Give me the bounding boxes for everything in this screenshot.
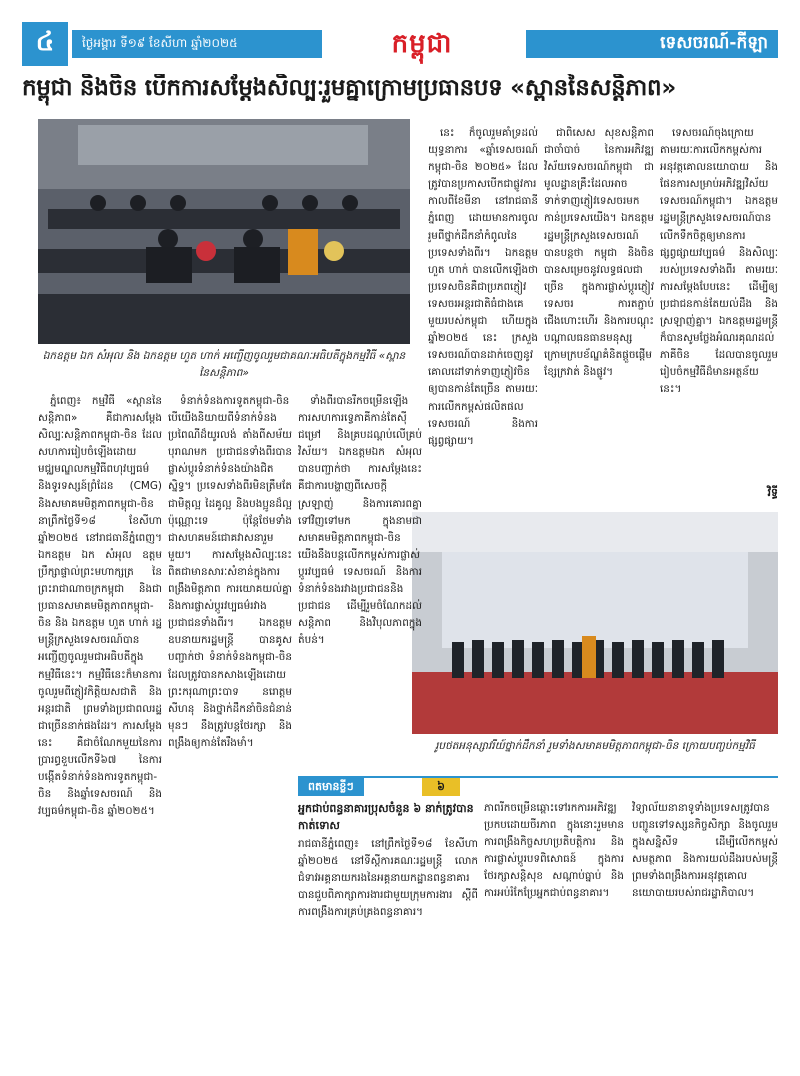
photo1-caption: ឯកឧត្តម ឯក សំអុល និង ឯកឧត្តម ហួត ហាក់ អញ្ជើញចូលរួមជាគណៈអធិបតីក្នុងកម្មវិធី «ស្ពាននៃសន្តិភាព» <box>42 350 406 379</box>
article-headline: កម្ពុជា និងចិន បើកការសម្តែងសិល្បៈរួមគ្នាក្រោមប្រធានបទ «ស្ពាននៃសន្តិភាព» <box>22 75 676 101</box>
article-column-5: ជាពិសេស សុខសន្តិភាព ជាចាំបាច់ នៃការអភិវឌ្ឍវិស័យទេសចរណ៍កម្ពុជា ជាមូលដ្ឋានគ្រឹះដែលអាចទាក់ទាញភ្ញៀវទេសចរមកកាន់ប្រទេសយើង។ ឯកឧត្តមរដ្ឋមន្ត្រីក្រសួងទេសចរណ៍ បានបន្តថា កម្ពុជា និងចិន បានសម្រេចនូវលទ្ធផលជាច្រើន ក្នុងការផ្លាស់ប្តូរភ្ញៀវទេសចរ ការតភ្ជាប់ជើងហោះហើរ និងការបណ្តុះបណ្តាលធនធានមនុស្ស ក្រោមក្របខ័ណ្ឌគំនិតផ្តួចផ្តើមខ្សែក្រវាត់ និងផ្លូវ។ <box>544 127 654 379</box>
photo2-caption: រូបថតអនុស្សាវរីយ៍ថ្នាក់ដឹកនាំ រួមទាំងសមាគមមិត្តភាពកម្ពុជា-ចិន ក្រោយបញ្ចប់កម្មវិធី <box>435 740 755 752</box>
news-column-2: ភាពរីកចម្រើនឆ្ពោះទៅរកការអភិវឌ្ឍប្រកបដោយចីរភាព ក្នុងនោះរួមមានការពង្រឹងកិច្ចសហប្រតិបត្តិការ និងការផ្លាស់ប្តូរបទពិសោធន៍ ក្នុងការថែរក្សាសន្តិសុខ សណ្តាប់ធ្នាប់ និងការអប់រំកែប្រែអ្នកជាប់ពន្ធនាគារ។ <box>484 802 624 900</box>
section-title: ទេសចរណ៍-កីឡា <box>526 30 778 58</box>
news-title: អ្នកជាប់ពន្ធនាគារប្រុសចំនួន ៦ នាក់ត្រូវបានកាត់ទោស <box>298 802 474 832</box>
article-column-3: ទាំងពីរបានរីកចម្រើនឡើង ការសហការទ្វេភាគីកាន់តែស៊ីជម្រៅ និងគ្របដណ្តប់លើគ្រប់វិស័យ។ ឯកឧត្តមឯក សំអុល បានបញ្ជាក់ថា ការសម្តែងនេះ គឺជាការបង្ហាញពីសេចក្តីស្រឡាញ់ និងការគោរពគ្នាទៅវិញទៅមក ក្នុងនាមជាសមាគមមិត្តភាពកម្ពុជា-ចិន យើងនឹងបន្តលើកកម្ពស់ការផ្លាស់ប្តូរវប្បធម៌ ទេសចរណ៍ និងការទំនាក់ទំនងរវាងប្រជាជននិងប្រជាជន ដើម្បីរួមចំណែកដល់សន្តិភាព និងវិបុលភាពក្នុងតំបន់។ <box>298 395 422 647</box>
news-tag: ពតមានខ្លីៗ <box>298 778 364 796</box>
news-column-1: រាជធានីភ្នំពេញ៖ នៅព្រឹកថ្ងៃទី១៨ ខែសីហា ឆ្នាំ២០២៥ នៅទីស្តីការគណៈរដ្ឋមន្ត្រី លោកជំទាវអគ្គនាយករងនៃអគ្គនាយកដ្ឋានពន្ធនាគារបានជួបពិភាក្សាការងារជាមួយក្រុមការងារ ស្តីពីការពង្រឹងការគ្រប់គ្រងពន្ធនាគារ។ <box>298 838 478 919</box>
article-column-6: ទេសចរណ៍ចុងក្រោយតាមរយៈការលើកកម្ពស់ការអនុវត្តគោលនយោបាយ និងផែនការសម្រាប់អភិវឌ្ឍវិស័យទេសចរណ៍កម្ពុជា។ ឯកឧត្តមរដ្ឋមន្ត្រីក្រសួងទេសចរណ៍បានលើកទឹកចិត្តឲ្យមានការផ្សព្វផ្សាយវប្បធម៌ និងសិល្បៈរបស់ប្រទេសទាំងពីរ តាមរយៈការសម្តែងបែបនេះ ដើម្បីឲ្យប្រជាជនកាន់តែយល់ដឹង និងស្រឡាញ់គ្នា។ ឯកឧត្តមរដ្ឋមន្ត្រីក៏បានសូមថ្លែងអំណរគុណដល់ភាគីចិន ដែលបានចូលរួមរៀបចំកម្មវិធីដ៏មានអត្ថន័យនេះ។ <box>660 127 778 396</box>
author-byline: វិទ្ធី <box>767 486 778 499</box>
page-number: ៤ <box>22 22 68 66</box>
article-column-1: ភ្នំពេញ៖ កម្មវិធី «ស្ពាននៃសន្តិភាព» គឺជាការសម្តែងសិល្បៈសន្តិភាពកម្ពុជា-ចិន ដែលសហការរៀបចំឡើងដោយមជ្ឈមណ្ឌលកម្មវិធីពហុវប្បធម៌ និងទូរទស្សន៍ព្រំដែន (CMG) និងសមាគមមិត្តភាពកម្ពុជា-ចិន នាព្រឹកថ្ងៃទី១៨ ខែសីហា ឆ្នាំ២០២៥ នៅរាជធានីភ្នំពេញ។ ឯកឧត្តម ឯក សំអុល ឧត្តមប្រឹក្សាផ្ទាល់ព្រះមហាក្សត្រ នៃព្រះរាជាណាចក្រកម្ពុជា និងជាប្រធានសមាគមមិត្តភាពកម្ពុជា-ចិន និង ឯកឧត្តម ហួត ហាក់ រដ្ឋមន្ត្រីក្រសួងទេសចរណ៍បានអញ្ជើញចូលរួមជាអធិបតីក្នុងកម្មវិធីនេះ។ កម្មវិធីនេះក៏មានការចូលរួមពីភ្ញៀវកិត្តិយសជាតិ និងអន្តរជាតិ ព្រមទាំងប្រជាពលរដ្ឋជាច្រើននាក់ផងដែរ។ ការសម្តែងនេះ គឺជាចំណែកមួយនៃការប្រារព្ធខួបលើកទី៦៧ នៃការបង្កើតទំនាក់ទំនងការទូតកម្ពុជា-ចិន និងឆ្នាំទេសចរណ៍ និងវប្បធម៌កម្ពុជា-ចិន ឆ្នាំ២០២៥។ <box>38 395 162 818</box>
ceremony-photo <box>38 119 410 344</box>
news-column-3: វិទ្យាល័យនានាទូទាំងប្រទេសត្រូវបានបញ្ជូនទៅទស្សនកិច្ចសិក្សា និងចូលរួមក្នុងសន្និសីទ ដើម្បីលើកកម្ពស់សមត្ថភាព និងការយល់ដឹងរបស់មន្ត្រី ព្រមទាំងពង្រឹងការអនុវត្តគោលនយោបាយរបស់រាជរដ្ឋាភិបាល។ <box>632 802 778 900</box>
article-column-2: ទំនាក់ទំនងការទូតកម្ពុជា-ចិន បើយើងនិយាយពីទំនាក់ទំនងប្រពៃណីដ៏យូរលង់ តាំងពីសម័យបុរាណមក ប្រជាជនទាំងពីរបានផ្លាស់ប្តូរទំនាក់ទំនងយ៉ាងជិតស្និទ្ធ។ ប្រទេសទាំងពីរមិនត្រឹមតែជាមិត្តល្អ ដៃគូល្អ និងបងប្អូនដ៏ល្អប៉ុណ្ណោះទេ ប៉ុន្តែថែមទាំងជាសហគមន៍ជោគវាសនារួមមួយ។ ការសម្តែងសិល្បៈនេះ ពិតជាមានសារៈសំខាន់ក្នុងការពង្រឹងមិត្តភាព ការយោគយល់គ្នា និងការផ្លាស់ប្តូរវប្បធម៌រវាងប្រជាជនទាំងពីរ។ ឯកឧត្តមឧបនាយករដ្ឋមន្ត្រី បានគូសបញ្ជាក់ថា ទំនាក់ទំនងកម្ពុជា-ចិន ដែលត្រូវបានកសាងឡើងដោយព្រះករុណាព្រះបាទ នរោត្តម សីហនុ និងថ្នាក់ដឹកនាំចិនជំនាន់មុនៗ នឹងត្រូវបន្តថែរក្សា និងពង្រឹងឲ្យកាន់តែរឹងមាំ។ <box>168 395 292 749</box>
page-header <box>22 22 778 66</box>
newspaper-masthead: កម្ពុជា <box>391 29 453 59</box>
short-news-box <box>298 776 778 1066</box>
group-photo <box>412 512 778 734</box>
issue-date: ថ្ងៃអង្គារ ទី១៩ ខែសីហា ឆ្នាំ២០២៥ <box>72 30 322 58</box>
article-column-4: នេះ ក៏ចូលរួមគាំទ្រដល់យុទ្ធនាការ «ឆ្នាំទេសចរណ៍កម្ពុជា-ចិន ២០២៥» ដែលត្រូវបានប្រកាសបើកជាផ្លូវការកាលពីខែមីនា នៅរាជធានីភ្នំពេញ ដោយមានការចូលរួមពីថ្នាក់ដឹកនាំកំពូលនៃប្រទេសទាំងពីរ។ ឯកឧត្តម ហួត ហាក់ បានលើកឡើងថា ប្រទេសចិនគឺជាប្រភពភ្ញៀវទេសចរអន្តរជាតិធំជាងគេមួយរបស់កម្ពុជា ហើយក្នុងឆ្នាំ២០២៥ នេះ ក្រសួងទេសចរណ៍បានដាក់ចេញនូវគោលដៅទាក់ទាញភ្ញៀវចិនឲ្យបានកាន់តែច្រើន តាមរយៈការលើកកម្ពស់ផលិតផលទេសចរណ៍ និងការផ្សព្វផ្សាយ។ <box>428 127 538 447</box>
news-number-badge: ៦ <box>422 778 460 796</box>
